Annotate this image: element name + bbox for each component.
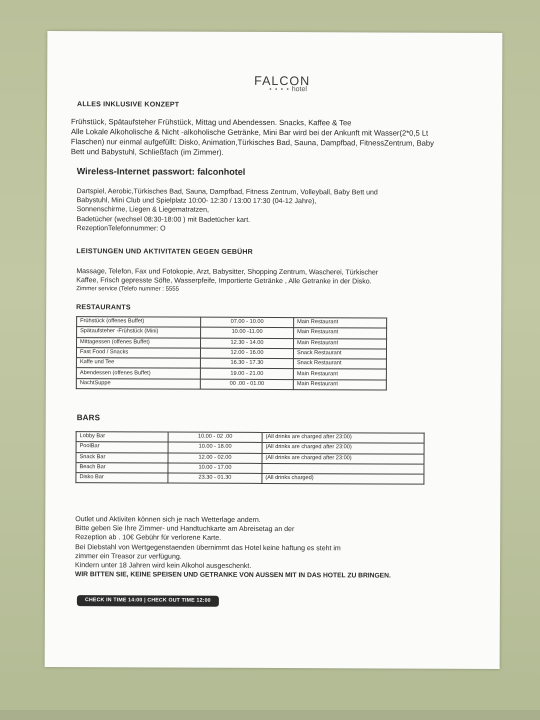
inclusive-line: Frühstück, Spätaufsteher Frühstück, Mittag und Abendessen. Snacks, Kaffee & Tee (70, 117, 352, 128)
cell-location: Main Restaurant (293, 369, 386, 380)
cell-time: 16.30 - 17.30 (200, 358, 293, 369)
note-line: Bitte geben Sie Ihre Zimmer- und Handtuchkarte am Abreisetag an der (75, 525, 295, 534)
inclusive-text (71, 117, 434, 159)
paid-line: Kaffee, Frisch gepresste Söfte, Wasserpfeife, Importierte Getränke , Alle Getranke in der Disko. (76, 277, 372, 286)
cell-note: (All drinks are charged after 23:00) (262, 432, 424, 443)
free-line: Sonnenschirme, Liegen & Liegematratzen, (76, 206, 209, 215)
cell-time: 10.00 - 18.00 (168, 442, 262, 453)
cell-location: Main Restaurant (294, 328, 387, 339)
falcon-hotel-logo (252, 74, 312, 93)
cell-time: 12.30 - 14.00 (201, 338, 294, 349)
paid-line: Zimmer service (Telefo nummer : 5555 (76, 286, 179, 293)
cell-note (262, 463, 424, 474)
table-row (76, 378, 386, 390)
cell-time: 12.00 - 16.00 (200, 348, 293, 359)
free-line: Badetücher (wechsel 08:30-18:00 ) mit Badetücher kart. (76, 215, 251, 224)
cell-location: Snack Restaurant (293, 348, 386, 359)
cell-time: 10.00 - 17.00 (168, 463, 262, 474)
inclusive-line: Flaschen) nur einmal aufgefüllt: Disko, Animation,Türkisches Bad, Sauna, Dampfbad, FitnessZentrum, Baby (70, 137, 434, 148)
cell-bar: Beach Bar (76, 463, 168, 474)
cell-time: 23.30 - 01.30 (168, 473, 262, 484)
note-line: Kindern unter 18 Jahren wird kein Alkohol ausgeschenkt. (75, 562, 252, 570)
cell-meal: NachtSuppe (76, 378, 200, 389)
cell-meal: Fast Food / Snacks (76, 348, 200, 359)
bars-title: BARS (76, 413, 101, 423)
inclusive-title: ALLES INKLUSIVE KONZEPT (77, 101, 180, 109)
logo-sub (264, 86, 312, 93)
cell-bar: PoolBar (76, 442, 168, 453)
inclusive-line: Bett und Babystuhl, Schließfach (im Zimmer). (70, 147, 224, 157)
cell-time: 10.00 -11.00 (201, 327, 294, 338)
cell-meal: Kaffe und Tee (76, 358, 200, 369)
paid-services (76, 267, 378, 296)
cell-location: Main Restaurant (294, 338, 387, 349)
wifi-password: Wireless-Internet passwort: falconhotel (76, 166, 246, 177)
note-line: Outlet und Aktiviten können sich je nach Wetterlage andern. (75, 516, 261, 524)
cell-note: (All drinks are charged after 23:00) (262, 443, 424, 454)
notice-sheet (45, 31, 503, 669)
table-row (76, 473, 424, 485)
paid-line: Massage, Telefon, Fax und Fotokopie, Arzt, Babysitter, Shopping Zentrum, Wascherei, Türkischer (76, 268, 379, 277)
cell-meal: Spätaufsteher -Frühstück (Mini) (77, 327, 201, 338)
notes (75, 515, 391, 581)
note-line: zimmer ein Treasor zur verfügung. (75, 552, 182, 561)
cell-meal: Abendessen (offenes Buffet) (76, 368, 200, 379)
check-times-badge: CHECK IN TIME 14:00 | CHECK OUT TIME 12:00 (77, 595, 219, 607)
cell-location: Snack Restaurant (293, 359, 386, 370)
cell-meal: Frühstück (offenes Buffet) (77, 317, 201, 328)
note-bold: WIR BITTEN SIE, KEINE SPEISEN UND GETRANKE VON AUSSEN MIT IN DAS HOTEL ZU BRINGEN. (75, 571, 391, 580)
cell-location: Main Restaurant (294, 318, 387, 329)
free-line: Dartspiel, Aerobic,Türkisches Bad, Sauna, Dampfbad, Fitness Zentrum, Volleyball, Baby Bett und (76, 188, 378, 197)
cell-bar: Snack Bar (76, 452, 168, 463)
logo-sub-text: hotel (291, 86, 307, 94)
cell-bar: Disko Bar (76, 473, 168, 484)
cell-location: Main Restaurant (293, 379, 386, 390)
cell-time: 10.00 - 02 .00 (168, 432, 262, 443)
cell-time: 12.00 - 02.00 (168, 453, 262, 464)
floor-strip (0, 710, 540, 720)
restaurants-title: RESTAURANTS (76, 304, 131, 312)
cell-note: (All drinks are charged after 23:00) (262, 453, 424, 464)
restaurants-table (76, 316, 387, 390)
note-line: Rezeption ab . 10€ Gebühr für verlorene Karte. (75, 534, 222, 543)
paid-title: LEISTUNGEN UND AKTIVITATEN GEGEN GEBÜHR (76, 248, 253, 256)
free-line: Babystuhl, Mini Club und Spielplatz 10:00- 12:30 / 13:00 17:30 (04-12 Jahre), (76, 197, 317, 206)
cell-meal: Mittagessen (offenes Buffet) (77, 337, 201, 348)
bars-table (75, 431, 424, 485)
cell-bar: Lobby Bar (76, 432, 168, 443)
cell-time: 00 .00 - 01.00 (200, 379, 293, 390)
cell-note: (All drinks charged) (262, 474, 424, 485)
cell-time: 19.00 - 21.00 (200, 369, 293, 380)
free-services (77, 187, 378, 234)
inclusive-line: Alle Lokale Alkoholische & Nicht -alkoholische Getränke, Mini Bar wird bei der Ankunft mit Wasser(2*0,5 Lt (70, 127, 429, 138)
free-line: RezeptionTelefonnummer: O (76, 224, 166, 233)
note-line: Bei Diebstahl von Wertgegenstaenden übernimmt das Hotel keine haftung es steht im (75, 543, 341, 552)
logo-name: FALCON (254, 73, 311, 89)
cell-time: 07.00 - 10.00 (201, 317, 294, 328)
logo-dots: • • • • (269, 86, 290, 94)
